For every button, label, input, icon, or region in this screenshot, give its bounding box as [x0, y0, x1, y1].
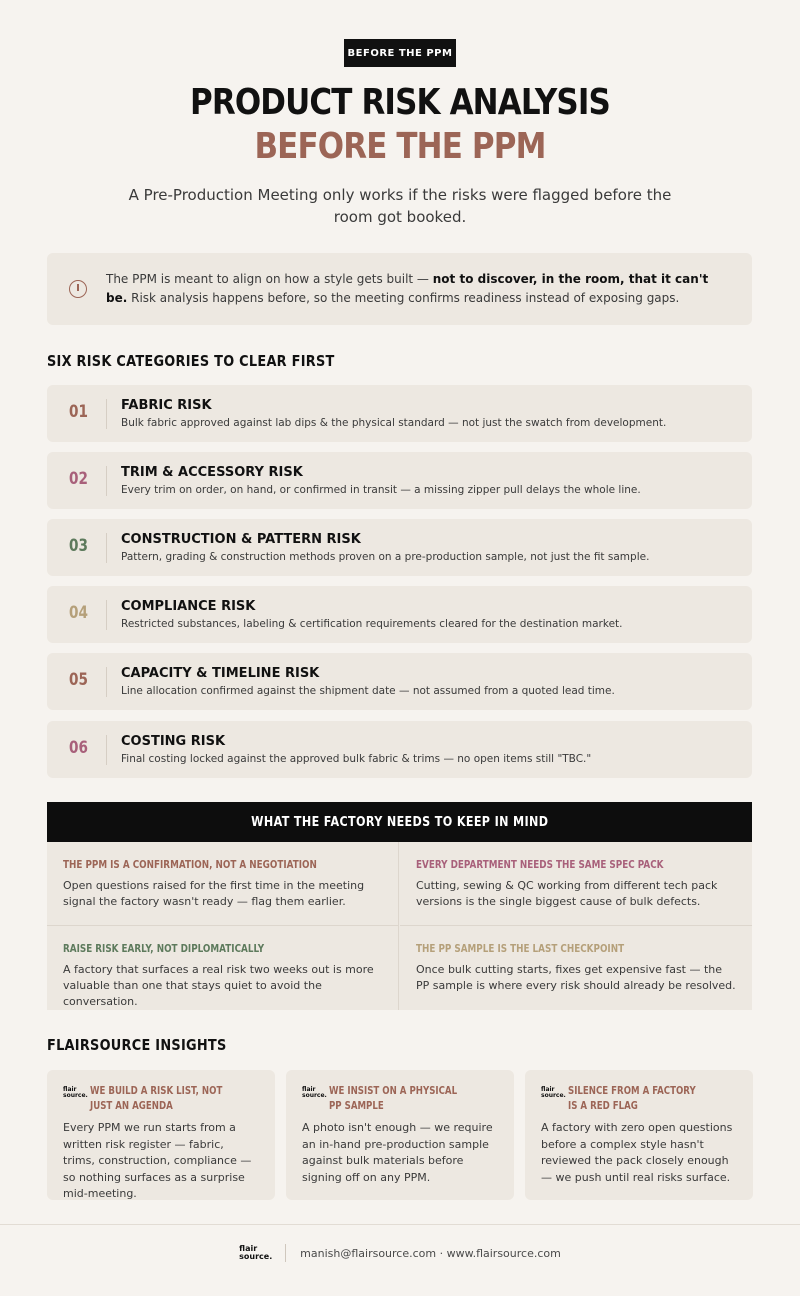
factory-grid: [47, 842, 752, 1010]
risk-description: Every trim on order, on hand, or confirmed in transit — a missing zipper pull delays the whole line.: [121, 484, 641, 496]
risk-number: 06: [69, 738, 88, 758]
risk-divider: [106, 600, 107, 630]
insight-card: [525, 1070, 753, 1200]
footer-divider: [0, 1224, 800, 1225]
insight-card: [286, 1070, 514, 1200]
risk-description: Pattern, grading & construction methods proven on a pre-production sample, not just the fit sample.: [121, 551, 650, 563]
risk-number: 02: [69, 469, 88, 489]
callout-emphasis: not to discover, in the room, that it can't be.: [106, 272, 709, 305]
factory-tip-text: A factory that surfaces a real risk two weeks out is more valuable than one that stays quiet to avoid the conversation.: [63, 963, 374, 1008]
factory-tip-title: THE PP SAMPLE IS THE LAST CHECKPOINT: [416, 942, 625, 955]
insight-title: WE BUILD A RISK LIST, NOT JUST AN AGENDA: [90, 1085, 223, 1112]
risk-divider: [106, 466, 107, 496]
risk-number: 04: [69, 603, 88, 623]
brand-logo: flair source.: [63, 1086, 88, 1099]
factory-tip: [47, 842, 399, 926]
factory-tip-title: RAISE RISK EARLY, NOT DIPLOMATICALLY: [63, 942, 265, 955]
risk-title: CONSTRUCTION & PATTERN RISK: [121, 532, 361, 547]
factory-tip-text: Cutting, sewing & QC working from different tech pack versions is the single biggest cause of bulk defects.: [416, 879, 718, 908]
risk-divider: [106, 667, 107, 697]
insights-section-heading: FLAIRSOURCE INSIGHTS: [47, 1036, 227, 1054]
risk-card: [47, 586, 752, 643]
page-title-accent: BEFORE THE PPM: [254, 126, 546, 167]
risk-card: [47, 385, 752, 442]
insight-text: Every PPM we run starts from a written risk register — fabric, trims, construction, compliance — so nothing surfaces as a surprise mid-meeting.: [63, 1121, 252, 1200]
factory-tip: [47, 926, 399, 1010]
risk-number: 05: [69, 670, 88, 690]
footer-separator: [285, 1244, 286, 1262]
factory-tip-title: EVERY DEPARTMENT NEEDS THE SAME SPEC PACK: [416, 858, 664, 871]
risk-card: [47, 519, 752, 576]
risk-divider: [106, 735, 107, 765]
insight-text: A photo isn't enough — we require an in-hand pre-production sample against bulk materials before signing off on any PPM.: [302, 1121, 493, 1184]
risk-title: TRIM & ACCESSORY RISK: [121, 465, 303, 480]
insight-card: [47, 1070, 275, 1200]
factory-tip: [400, 926, 752, 1010]
factory-tip: [400, 842, 752, 926]
risk-card: [47, 721, 752, 778]
risk-divider: [106, 533, 107, 563]
risk-title: CAPACITY & TIMELINE RISK: [121, 666, 320, 681]
header-badge: BEFORE THE PPM: [344, 39, 456, 67]
footer-logo: flair source.: [239, 1244, 273, 1261]
brand-logo: flair source.: [541, 1086, 566, 1099]
risk-description: Final costing locked against the approved bulk fabric & trims — no open items still "TBC.": [121, 753, 592, 765]
risk-title: COMPLIANCE RISK: [121, 599, 256, 614]
risk-title: FABRIC RISK: [121, 398, 212, 413]
footer: [0, 1240, 800, 1266]
risk-number: 01: [69, 402, 88, 422]
factory-tip-text: Once bulk cutting starts, fixes get expensive fast — the PP sample is where every risk should already be resolved.: [416, 963, 736, 992]
callout-text: The PPM is meant to align on how a style gets built — not to discover, in the room, that it can't be. Risk analysis happens before, so the meeting confirms readiness instead of exposing gaps.: [106, 272, 709, 305]
risk-description: Line allocation confirmed against the shipment date — not assumed from a quoted lead time.: [121, 685, 615, 697]
alert-circle-icon: [69, 280, 87, 298]
factory-section-heading: WHAT THE FACTORY NEEDS TO KEEP IN MIND: [47, 802, 752, 842]
insight-title: SILENCE FROM A FACTORY IS A RED FLAG: [568, 1085, 696, 1112]
risk-number: 03: [69, 536, 88, 556]
brand-logo: flair source.: [302, 1086, 327, 1099]
risk-description: Restricted substances, labeling & certification requirements cleared for the destination market.: [121, 618, 623, 630]
footer-contact: manish@flairsource.com · www.flairsource.com: [300, 1246, 561, 1260]
factory-tip-text: Open questions raised for the first time in the meeting signal the factory wasn't ready — flag them earlier.: [63, 879, 365, 908]
insight-text: A factory with zero open questions before a complex style hasn't reviewed the pack closely enough — we push until real risks surface.: [541, 1121, 733, 1184]
risk-divider: [106, 399, 107, 429]
page-title: PRODUCT RISK ANALYSIS: [190, 82, 610, 123]
risk-title: COSTING RISK: [121, 734, 226, 749]
risk-description: Bulk fabric approved against lab dips & the physical standard — not just the swatch from development.: [121, 417, 667, 429]
page-subtitle: A Pre-Production Meeting only works if the risks were flagged before the room got booked.: [128, 186, 672, 226]
factory-tip-title: THE PPM IS A CONFIRMATION, NOT A NEGOTIATION: [63, 858, 317, 871]
risk-card: [47, 653, 752, 710]
intro-callout: [47, 253, 752, 325]
risk-section-heading: SIX RISK CATEGORIES TO CLEAR FIRST: [47, 352, 335, 370]
risk-card: [47, 452, 752, 509]
insight-title: WE INSIST ON A PHYSICAL PP SAMPLE: [329, 1085, 458, 1112]
